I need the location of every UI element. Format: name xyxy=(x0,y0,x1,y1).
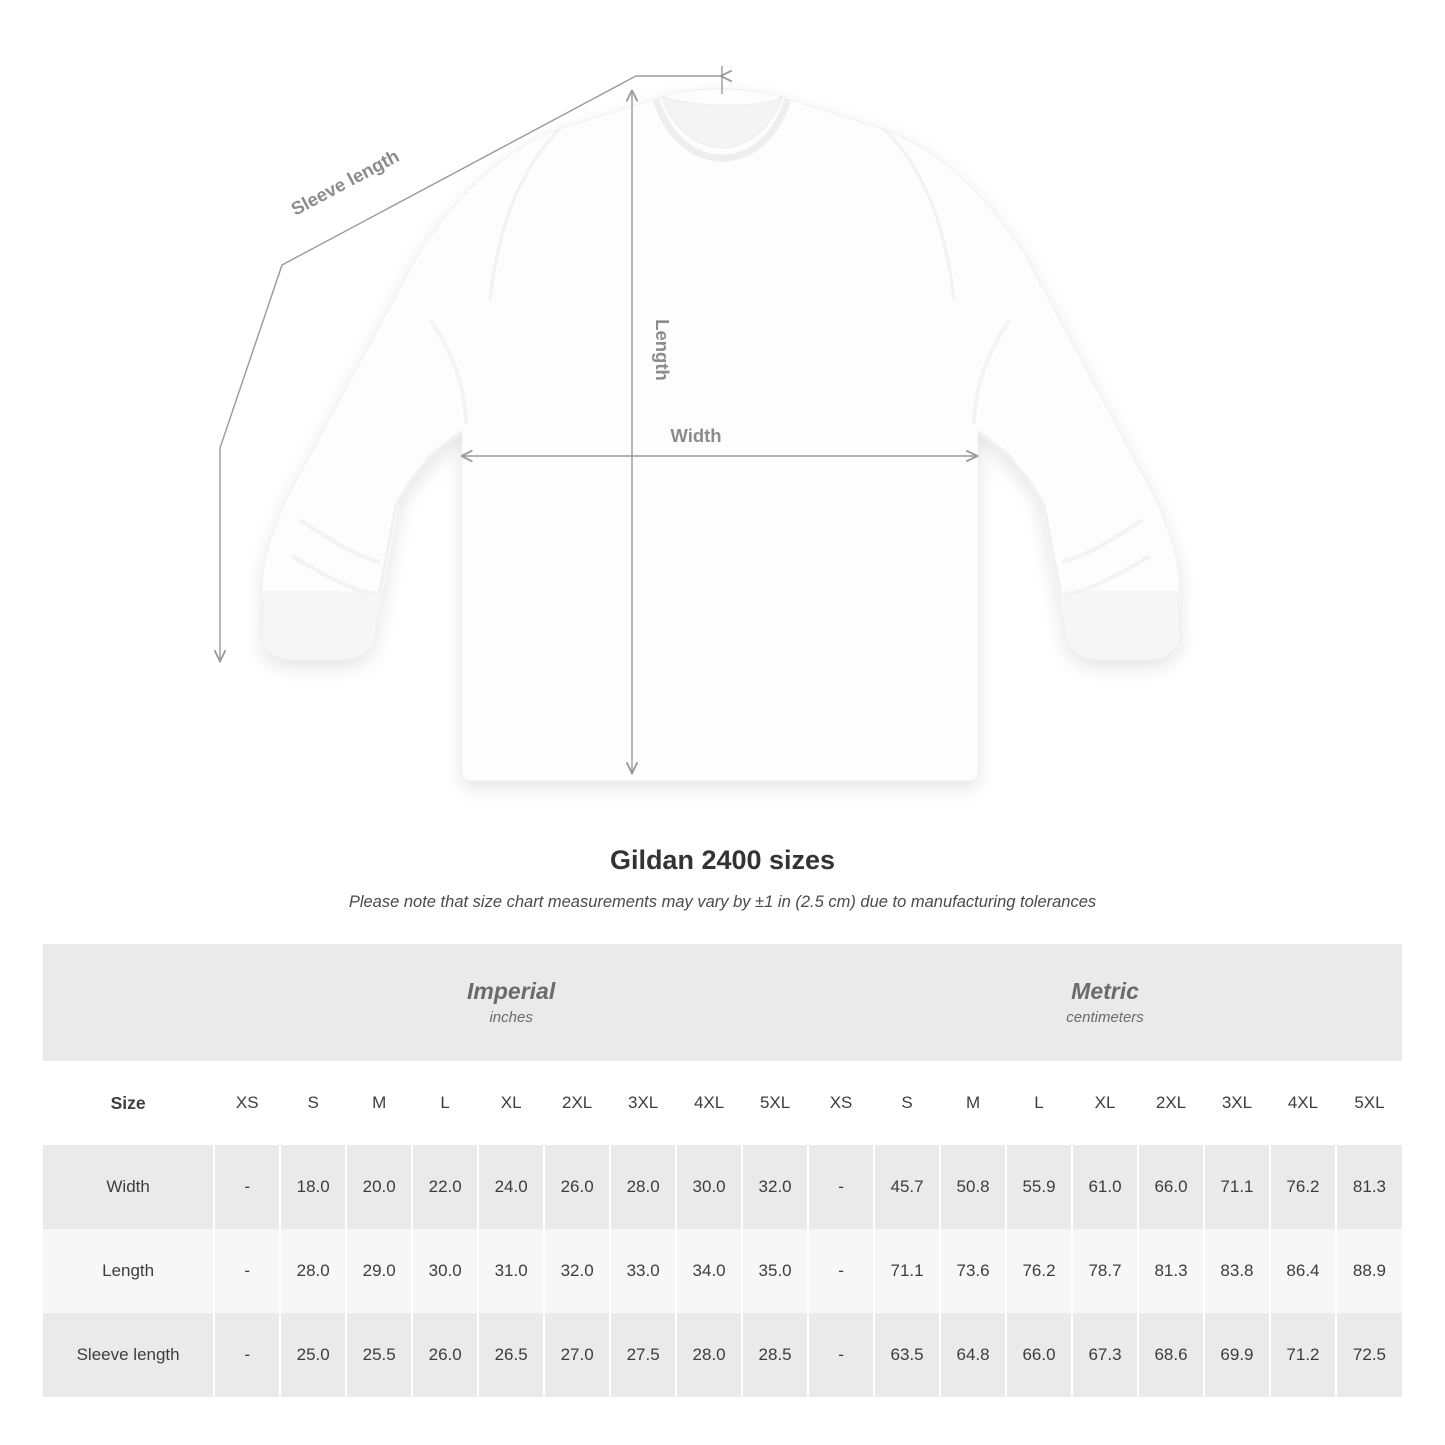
cell: 28.0 xyxy=(610,1145,676,1229)
size-header-cell: 5XL xyxy=(1336,1061,1402,1145)
size-header-cell: XL xyxy=(1072,1061,1138,1145)
table-header-row xyxy=(43,1061,1402,1145)
cell: 50.8 xyxy=(940,1145,1006,1229)
row-label-width: Width xyxy=(43,1145,214,1229)
cell: 26.5 xyxy=(478,1313,544,1397)
cell: 24.0 xyxy=(478,1145,544,1229)
size-header-cell: S xyxy=(874,1061,940,1145)
cell: 63.5 xyxy=(874,1313,940,1397)
cell: 71.1 xyxy=(874,1229,940,1313)
unit-group-metric-sub: centimeters xyxy=(1066,1008,1144,1026)
size-chart-table-container xyxy=(43,944,1402,1397)
cell: 28.5 xyxy=(742,1313,808,1397)
cell: 76.2 xyxy=(1270,1145,1336,1229)
unit-group-imperial xyxy=(214,944,808,1061)
length-label: Length xyxy=(652,319,673,381)
cell: 81.3 xyxy=(1138,1229,1204,1313)
size-header-cell: XS xyxy=(808,1061,874,1145)
size-header-cell: M xyxy=(346,1061,412,1145)
cell: 73.6 xyxy=(940,1229,1006,1313)
size-header-label: Size xyxy=(43,1061,214,1145)
cell: 78.7 xyxy=(1072,1229,1138,1313)
cell: 69.9 xyxy=(1204,1313,1270,1397)
cell: - xyxy=(214,1145,280,1229)
cell: 32.0 xyxy=(544,1229,610,1313)
size-header-cell: 2XL xyxy=(1138,1061,1204,1145)
cell: 76.2 xyxy=(1006,1229,1072,1313)
cell: - xyxy=(808,1145,874,1229)
size-header-cell: XL xyxy=(478,1061,544,1145)
table-row xyxy=(43,1229,1402,1313)
size-header-cell: 4XL xyxy=(1270,1061,1336,1145)
cell: 27.0 xyxy=(544,1313,610,1397)
unit-group-imperial-title: Imperial xyxy=(467,977,556,1004)
cell: 86.4 xyxy=(1270,1229,1336,1313)
size-header-cell: 5XL xyxy=(742,1061,808,1145)
table-row xyxy=(43,1145,1402,1229)
cell: 66.0 xyxy=(1138,1145,1204,1229)
cell: - xyxy=(214,1313,280,1397)
page-title: Gildan 2400 sizes xyxy=(609,845,836,875)
cell: 45.7 xyxy=(874,1145,940,1229)
size-header-cell: M xyxy=(940,1061,1006,1145)
unit-group-imperial-sub: inches xyxy=(489,1008,533,1026)
row-label-length: Length xyxy=(43,1229,214,1313)
cell: 25.5 xyxy=(346,1313,412,1397)
cell: 35.0 xyxy=(742,1229,808,1313)
cell: 32.0 xyxy=(742,1145,808,1229)
size-header-cell: S xyxy=(280,1061,346,1145)
size-header-cell: 4XL xyxy=(676,1061,742,1145)
cell: - xyxy=(808,1313,874,1397)
cell: 26.0 xyxy=(412,1313,478,1397)
cell: 26.0 xyxy=(544,1145,610,1229)
cell: - xyxy=(808,1229,874,1313)
cell: 72.5 xyxy=(1336,1313,1402,1397)
cell: 71.2 xyxy=(1270,1313,1336,1397)
cell: 55.9 xyxy=(1006,1145,1072,1229)
cell: 64.8 xyxy=(940,1313,1006,1397)
size-header-cell: L xyxy=(412,1061,478,1145)
cell: 22.0 xyxy=(412,1145,478,1229)
width-label: Width xyxy=(670,425,722,446)
cell: 67.3 xyxy=(1072,1313,1138,1397)
cell: 31.0 xyxy=(478,1229,544,1313)
cell: 28.0 xyxy=(676,1313,742,1397)
cell: 33.0 xyxy=(610,1229,676,1313)
row-label-sleeve-length: Sleeve length xyxy=(43,1313,214,1397)
cell: 88.9 xyxy=(1336,1229,1402,1313)
cell: 30.0 xyxy=(676,1145,742,1229)
cell: 20.0 xyxy=(346,1145,412,1229)
cell: 29.0 xyxy=(346,1229,412,1313)
cell: 18.0 xyxy=(280,1145,346,1229)
unit-group-metric-title: Metric xyxy=(1071,977,1139,1004)
cell: 28.0 xyxy=(280,1229,346,1313)
size-header-cell: 3XL xyxy=(1204,1061,1270,1145)
size-header-cell: L xyxy=(1006,1061,1072,1145)
cell: 68.6 xyxy=(1138,1313,1204,1397)
cell: 83.8 xyxy=(1204,1229,1270,1313)
cell: - xyxy=(214,1229,280,1313)
table-row xyxy=(43,1313,1402,1397)
cell: 71.1 xyxy=(1204,1145,1270,1229)
size-header-cell: 3XL xyxy=(610,1061,676,1145)
unit-group-metric xyxy=(808,944,1402,1061)
size-chart-table xyxy=(43,944,1402,1397)
page-subtitle: Please note that size chart measurements may vary by ±1 in (2.5 cm) due to manufacturing tolerances xyxy=(348,893,1097,911)
cell: 30.0 xyxy=(412,1229,478,1313)
size-header-cell: 2XL xyxy=(544,1061,610,1145)
size-header-cell: XS xyxy=(214,1061,280,1145)
unit-header-spacer xyxy=(43,944,214,1061)
cell: 25.0 xyxy=(280,1313,346,1397)
cell: 61.0 xyxy=(1072,1145,1138,1229)
cell: 27.5 xyxy=(610,1313,676,1397)
sleeve-length-label: Sleeve length xyxy=(287,144,403,220)
unit-header-row xyxy=(43,944,1402,1061)
cell: 81.3 xyxy=(1336,1145,1402,1229)
cell: 34.0 xyxy=(676,1229,742,1313)
cell: 66.0 xyxy=(1006,1313,1072,1397)
